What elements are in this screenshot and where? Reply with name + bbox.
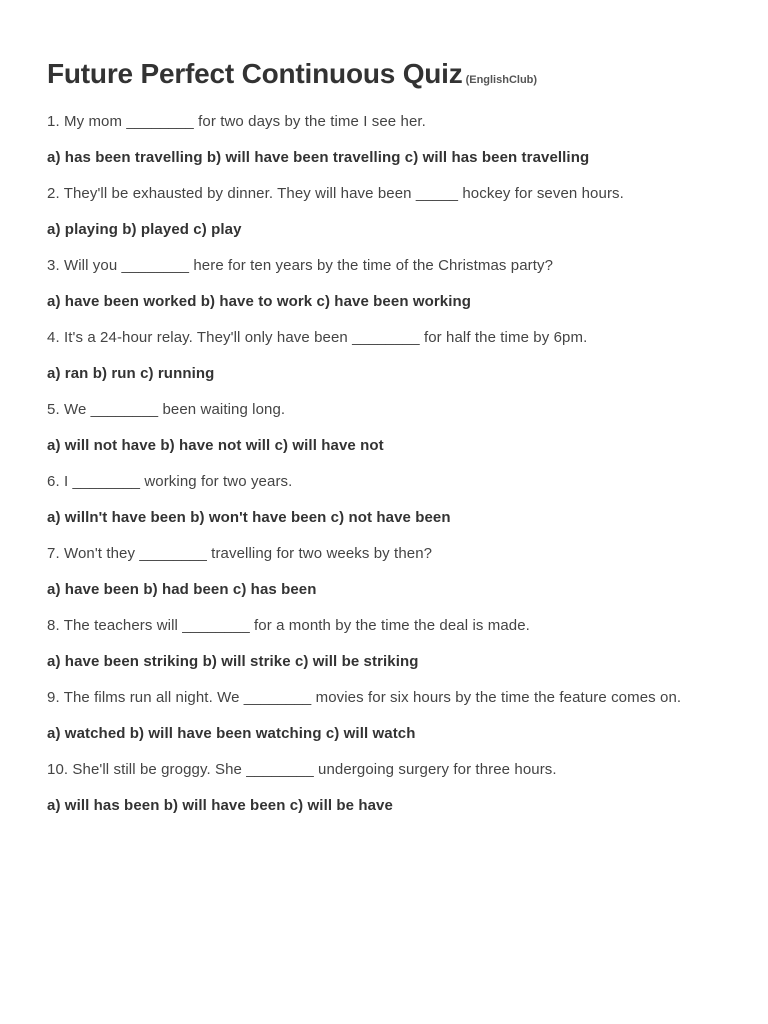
question-text: 2. They'll be exhausted by dinner. They will have been _____ hockey for seven hours. [47, 185, 624, 202]
question-text: 4. It's a 24-hour relay. They'll only have been ________ for half the time by 6pm. [47, 329, 588, 346]
question-text: 10. She'll still be groggy. She ________ undergoing surgery for three hours. [47, 761, 557, 778]
quiz-item-3 [47, 256, 737, 312]
question-text: 7. Won't they ________ travelling for two weeks by then? [47, 545, 433, 562]
question-text: 5. We ________ been waiting long. [47, 401, 286, 418]
answer-options: a) will not have b) have not will c) will have not [47, 437, 384, 454]
quiz-item-1 [47, 112, 737, 168]
quiz-item-2 [47, 184, 737, 240]
quiz-item-7 [47, 544, 737, 600]
question-text: 1. My mom ________ for two days by the time I see her. [47, 113, 426, 130]
answer-options: a) ran b) run c) running [47, 365, 215, 382]
quiz-item-8 [47, 616, 737, 672]
answer-options: a) has been travelling b) will have been travelling c) will has been travelling [47, 149, 590, 166]
quiz-item-9 [47, 688, 737, 744]
quiz-item-10 [47, 760, 737, 816]
quiz-document [47, 56, 737, 832]
quiz-list [47, 112, 737, 816]
page-title: Future Perfect Continuous Quiz [47, 58, 463, 89]
answer-options: a) have been striking b) will strike c) will be striking [47, 653, 419, 670]
answer-options: a) have been b) had been c) has been [47, 581, 317, 598]
answer-options: a) willn't have been b) won't have been c) not have been [47, 509, 451, 526]
answer-options: a) watched b) will have been watching c) will watch [47, 725, 416, 742]
answer-options: a) will has been b) will have been c) will be have [47, 797, 393, 814]
question-text: 6. I ________ working for two years. [47, 473, 293, 490]
question-text: 3. Will you ________ here for ten years by the time of the Christmas party? [47, 257, 554, 274]
question-text: 9. The films run all night. We ________ movies for six hours by the time the feature comes on. [47, 689, 682, 706]
source-label: (EnglishClub) [465, 74, 538, 86]
answer-options: a) playing b) played c) play [47, 221, 242, 238]
title-row [47, 56, 737, 92]
quiz-item-4 [47, 328, 737, 384]
question-text: 8. The teachers will ________ for a month by the time the deal is made. [47, 617, 530, 634]
quiz-item-6 [47, 472, 737, 528]
quiz-item-5 [47, 400, 737, 456]
answer-options: a) have been worked b) have to work c) have been working [47, 293, 472, 310]
